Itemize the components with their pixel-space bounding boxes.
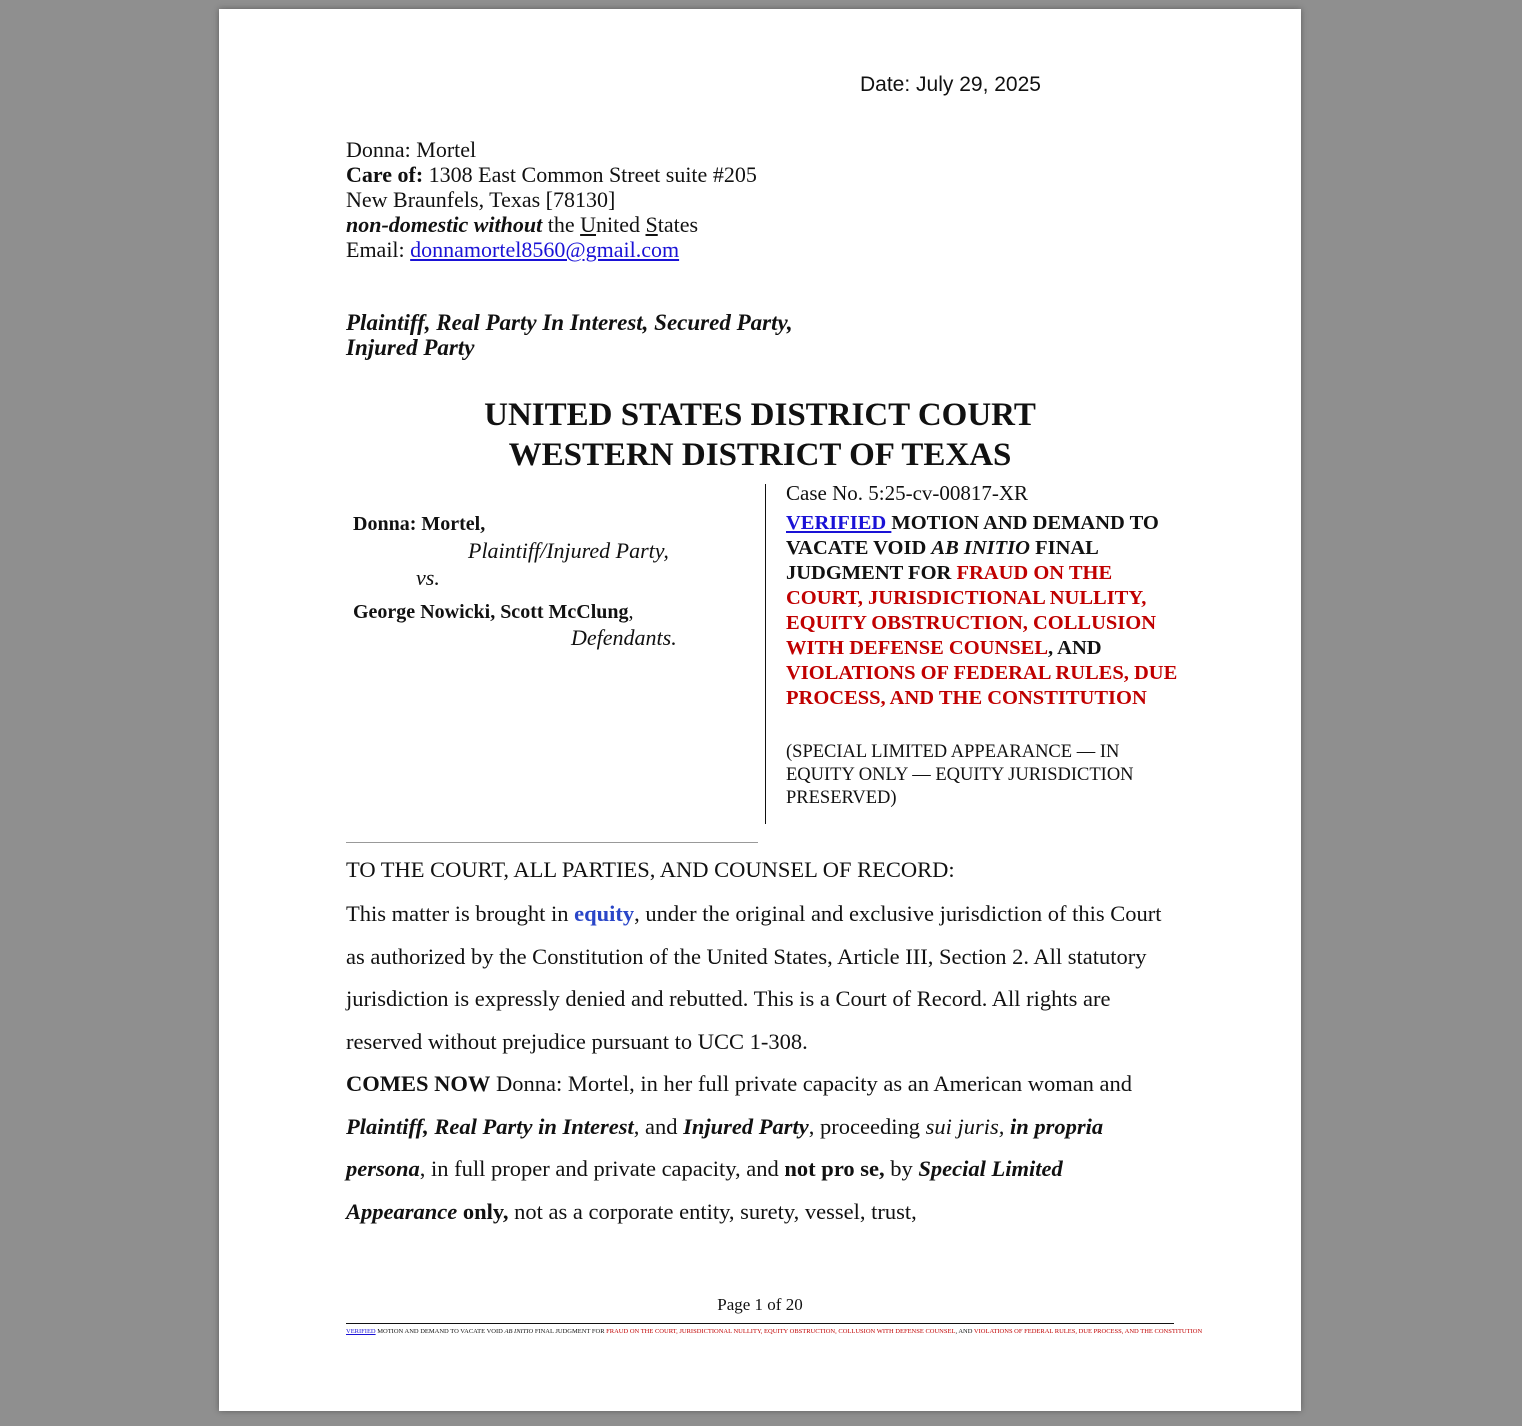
caption-divider bbox=[765, 484, 766, 824]
email-line: Email: donnamortel8560@gmail.com bbox=[346, 237, 680, 262]
body-text bbox=[346, 855, 1176, 1233]
case-number: Case No. 5:25-cv-00817-XR bbox=[786, 481, 1029, 505]
caption-rule bbox=[346, 842, 758, 843]
plaintiff-roles: Plaintiff, Real Party In Interest, Secured Party, Injured Party bbox=[346, 310, 793, 360]
paragraph-comes-now: COMES NOW Donna: Mortel, in her full private capacity as an American woman and Plaintiff, Real Party in Interest, and Injured Party, proceeding sui juris, in propria persona, in full proper and private capacity, and not pro se, by Special Limited Appearance only, not as a corporate entity, surety, vessel, trust, bbox=[346, 1071, 1133, 1224]
non-domestic-line: non-domestic without the United States bbox=[346, 212, 699, 237]
date-line: Date: July 29, 2025 bbox=[860, 73, 1041, 96]
city-line: New Braunfels, Texas [78130] bbox=[346, 187, 616, 212]
greeting: TO THE COURT, ALL PARTIES, AND COUNSEL OF RECORD: bbox=[346, 857, 955, 882]
footer-rule bbox=[346, 1323, 1174, 1324]
defendants-names: George Nowicki, Scott McClung, bbox=[353, 601, 634, 623]
plaintiff-role: Plaintiff/Injured Party, bbox=[468, 538, 669, 563]
caption-parties bbox=[353, 511, 693, 651]
document-page bbox=[219, 9, 1301, 1411]
footer-verified-link[interactable]: VERIFIED bbox=[346, 1328, 376, 1335]
email-link[interactable]: donnamortel8560@gmail.com bbox=[410, 237, 680, 262]
footer-title: VERIFIED MOTION AND DEMAND TO VACATE VOID AB INITIO FINAL JUDGMENT FOR FRAUD ON THE COURT, JURISDICTIONAL NULLITY, EQUITY OBSTRUCTION, COLLUSION WITH DEFENSE COUNSEL, AND VIOLATIONS OF FEDERAL RULES, DUE PROCESS, AND THE CONSTITUTION bbox=[346, 1328, 1203, 1335]
court-heading: UNITED STATES DISTRICT COURT WESTERN DISTRICT OF TEXAS bbox=[484, 397, 1036, 473]
defendants-role: Defendants. bbox=[571, 625, 677, 650]
caption-case bbox=[786, 479, 1186, 810]
plaintiff-name: Donna: Mortel, bbox=[353, 513, 486, 535]
address-block bbox=[346, 137, 757, 262]
paragraph-jurisdiction: This matter is brought in equity, under the original and exclusive jurisdiction of this Court as authorized by the Constitution of the United States, Article III, Section 2. All statutory jurisdiction is expressly denied and rebutted. This is a Court of Record. All rights are reserved without prejudice pursuant to UCC 1-308. bbox=[346, 901, 1162, 1054]
sender-name: Donna: Mortel bbox=[346, 137, 477, 162]
page-number: Page 1 of 20 bbox=[717, 1295, 803, 1314]
motion-title: VERIFIED MOTION AND DEMAND TO VACATE VOID AB INITIO FINAL JUDGMENT FOR FRAUD ON THE COURT, JURISDICTIONAL NULLITY, EQUITY OBSTRUCTION, COLLUSION WITH DEFENSE COUNSEL, AND VIOLATIONS OF FEDERAL RULES, DUE PROCESS, AND THE CONSTITUTION bbox=[786, 512, 1178, 709]
versus: vs. bbox=[416, 565, 440, 590]
care-of-line: Care of: 1308 East Common Street suite #205 bbox=[346, 162, 757, 187]
special-appearance-note: (SPECIAL LIMITED APPEARANCE — IN EQUITY ONLY — EQUITY JURISDICTION PRESERVED) bbox=[786, 742, 1134, 808]
verified-link[interactable]: VERIFIED bbox=[786, 512, 892, 534]
